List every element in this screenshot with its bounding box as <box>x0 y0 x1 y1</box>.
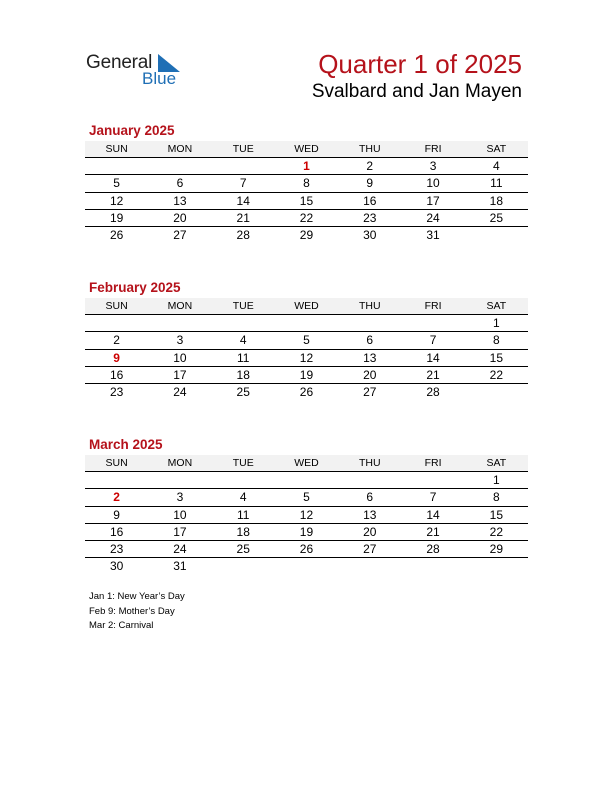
holiday-date-cell: 9 <box>113 350 120 365</box>
week-row <box>85 489 528 506</box>
page-title: Quarter 1 of 2025 <box>318 49 522 79</box>
date-cell: 10 <box>426 176 440 191</box>
date-cell: 15 <box>299 193 314 208</box>
date-cell: 10 <box>173 350 187 365</box>
date-cell: 28 <box>426 384 440 399</box>
weekday-header-row <box>85 141 528 158</box>
weekday-label: MON <box>167 457 193 469</box>
date-cell: 19 <box>299 367 314 382</box>
date-cell: 24 <box>426 210 440 225</box>
week-row <box>85 158 528 175</box>
date-cell <box>401 472 464 488</box>
week-row <box>85 350 528 367</box>
date-cell: 31 <box>173 559 187 574</box>
weekday-label: THU <box>358 143 381 155</box>
date-cell: 10 <box>173 507 187 522</box>
date-cell: 9 <box>113 507 120 522</box>
date-cell: 3 <box>176 333 184 348</box>
weekday-label: SUN <box>105 143 128 155</box>
calendar-grid <box>85 298 528 401</box>
weekday-label: FRI <box>424 143 442 155</box>
date-cell <box>275 558 338 575</box>
week-row <box>85 558 528 575</box>
weekday-label: FRI <box>424 300 442 312</box>
week-row <box>85 193 528 210</box>
date-cell: 18 <box>236 524 250 539</box>
date-cell <box>85 315 148 331</box>
date-cell: 24 <box>173 384 187 399</box>
date-cell: 6 <box>176 176 184 191</box>
date-cell: 25 <box>489 210 503 225</box>
date-cell: 13 <box>173 193 187 208</box>
week-row <box>85 507 528 524</box>
date-cell: 17 <box>173 524 187 539</box>
date-cell: 20 <box>363 524 377 539</box>
date-cell: 21 <box>426 524 440 539</box>
weekday-label: WED <box>294 457 319 469</box>
week-row <box>85 541 528 558</box>
date-cell: 12 <box>299 350 314 365</box>
month-title: February 2025 <box>89 280 181 295</box>
date-cell: 12 <box>299 507 314 522</box>
date-cell: 13 <box>363 507 377 522</box>
date-cell: 18 <box>236 367 250 382</box>
date-cell: 31 <box>426 227 440 242</box>
date-cell <box>401 315 464 331</box>
date-cell: 2 <box>113 333 120 348</box>
month-february <box>85 279 528 401</box>
date-cell <box>212 472 275 488</box>
date-cell: 23 <box>109 384 124 399</box>
weekday-label: THU <box>358 457 381 469</box>
date-cell: 27 <box>363 541 377 556</box>
week-row <box>85 315 528 332</box>
calendar-grid <box>85 141 528 244</box>
weekday-label: MON <box>167 143 193 155</box>
week-row <box>85 367 528 384</box>
date-cell <box>465 227 528 244</box>
week-row <box>85 384 528 401</box>
week-row <box>85 472 528 489</box>
date-cell: 19 <box>109 210 124 225</box>
weekday-label: SUN <box>105 457 128 469</box>
date-cell: 20 <box>173 210 187 225</box>
brand-logo <box>86 52 196 92</box>
date-cell: 11 <box>490 176 503 191</box>
date-cell: 25 <box>236 541 250 556</box>
date-cell: 16 <box>109 367 124 382</box>
weekday-label: SUN <box>105 300 128 312</box>
date-cell: 26 <box>299 541 314 556</box>
date-cell: 30 <box>363 227 377 242</box>
week-row <box>85 175 528 192</box>
holiday-note: Feb 9: Mother’s Day <box>89 605 175 617</box>
date-cell <box>148 158 211 174</box>
date-cell: 19 <box>299 524 314 539</box>
date-cell: 23 <box>109 541 124 556</box>
weekday-header-row <box>85 455 528 472</box>
date-cell: 25 <box>236 384 250 399</box>
weekday-label: FRI <box>424 457 442 469</box>
page-subtitle: Svalbard and Jan Mayen <box>311 81 522 102</box>
date-cell: 2 <box>366 159 374 174</box>
date-cell <box>465 384 528 401</box>
date-cell <box>212 315 275 331</box>
date-cell: 6 <box>366 490 374 505</box>
date-cell: 23 <box>363 210 377 225</box>
date-cell: 1 <box>492 316 500 331</box>
date-cell <box>148 472 211 488</box>
date-cell: 22 <box>489 524 503 539</box>
month-title: January 2025 <box>89 123 175 138</box>
weekday-label: SAT <box>486 143 507 155</box>
weekday-label: MON <box>167 300 193 312</box>
date-cell: 11 <box>236 507 250 522</box>
date-cell <box>465 558 528 575</box>
date-cell: 7 <box>429 490 437 505</box>
date-cell: 1 <box>492 473 500 488</box>
date-cell: 21 <box>236 210 250 225</box>
week-row <box>85 524 528 541</box>
date-cell <box>401 558 464 575</box>
date-cell: 13 <box>363 350 377 365</box>
brand-word-general: General <box>86 52 153 73</box>
holiday-date-cell: 1 <box>303 159 310 174</box>
week-row <box>85 332 528 349</box>
weekday-label: TUE <box>232 300 254 312</box>
week-row <box>85 227 528 244</box>
date-cell: 8 <box>492 333 500 348</box>
weekday-label: WED <box>294 300 319 312</box>
date-cell: 28 <box>426 541 440 556</box>
date-cell: 5 <box>303 490 310 505</box>
date-cell: 15 <box>489 350 503 365</box>
date-cell: 29 <box>299 227 314 242</box>
holiday-note: Jan 1: New Year’s Day <box>89 591 185 602</box>
date-cell: 30 <box>109 559 124 574</box>
date-cell: 28 <box>236 227 250 242</box>
date-cell: 29 <box>489 541 503 556</box>
date-cell <box>212 158 275 174</box>
weekday-label: SAT <box>486 457 507 469</box>
week-row <box>85 210 528 227</box>
date-cell: 20 <box>363 367 377 382</box>
date-cell: 7 <box>239 176 247 191</box>
date-cell: 15 <box>489 507 503 522</box>
date-cell: 5 <box>113 176 120 191</box>
date-cell: 8 <box>303 176 310 191</box>
date-cell: 14 <box>236 193 250 208</box>
month-title: March 2025 <box>89 437 163 452</box>
date-cell: 17 <box>426 193 440 208</box>
date-cell: 4 <box>492 159 500 174</box>
date-cell <box>212 558 275 575</box>
date-cell <box>85 158 148 174</box>
date-cell: 22 <box>489 367 503 382</box>
date-cell: 3 <box>176 490 184 505</box>
date-cell <box>148 315 211 331</box>
date-cell: 26 <box>299 384 314 399</box>
holiday-note: Mar 2: Carnival <box>89 620 154 631</box>
date-cell <box>338 558 401 575</box>
date-cell <box>275 315 338 331</box>
date-cell: 21 <box>426 367 440 382</box>
date-cell: 5 <box>303 333 310 348</box>
date-cell <box>85 472 148 488</box>
weekday-label: SAT <box>486 300 507 312</box>
date-cell: 16 <box>363 193 377 208</box>
date-cell: 11 <box>236 350 250 365</box>
date-cell: 27 <box>173 227 187 242</box>
holiday-date-cell: 2 <box>113 490 120 505</box>
date-cell <box>338 472 401 488</box>
date-cell: 8 <box>492 490 500 505</box>
date-cell: 16 <box>109 524 124 539</box>
date-cell <box>275 472 338 488</box>
weekday-label: THU <box>358 300 381 312</box>
holiday-notes <box>89 590 185 634</box>
month-january <box>85 122 528 244</box>
date-cell: 9 <box>366 176 374 191</box>
weekday-label: TUE <box>232 457 254 469</box>
date-cell: 18 <box>489 193 503 208</box>
date-cell: 24 <box>173 541 187 556</box>
date-cell: 22 <box>299 210 314 225</box>
date-cell: 6 <box>366 333 374 348</box>
date-cell <box>338 315 401 331</box>
date-cell: 12 <box>109 193 124 208</box>
weekday-label: WED <box>294 143 319 155</box>
date-cell: 7 <box>429 333 437 348</box>
date-cell: 17 <box>173 367 187 382</box>
date-cell: 4 <box>239 490 247 505</box>
brand-word-blue: Blue <box>142 69 177 88</box>
weekday-header-row <box>85 298 528 315</box>
date-cell: 26 <box>109 227 124 242</box>
date-cell: 4 <box>239 333 247 348</box>
month-march <box>85 436 528 575</box>
date-cell: 14 <box>426 507 440 522</box>
weekday-label: TUE <box>232 143 254 155</box>
date-cell: 14 <box>426 350 440 365</box>
calendar-grid <box>85 455 528 575</box>
date-cell: 3 <box>429 159 437 174</box>
date-cell: 27 <box>363 384 377 399</box>
